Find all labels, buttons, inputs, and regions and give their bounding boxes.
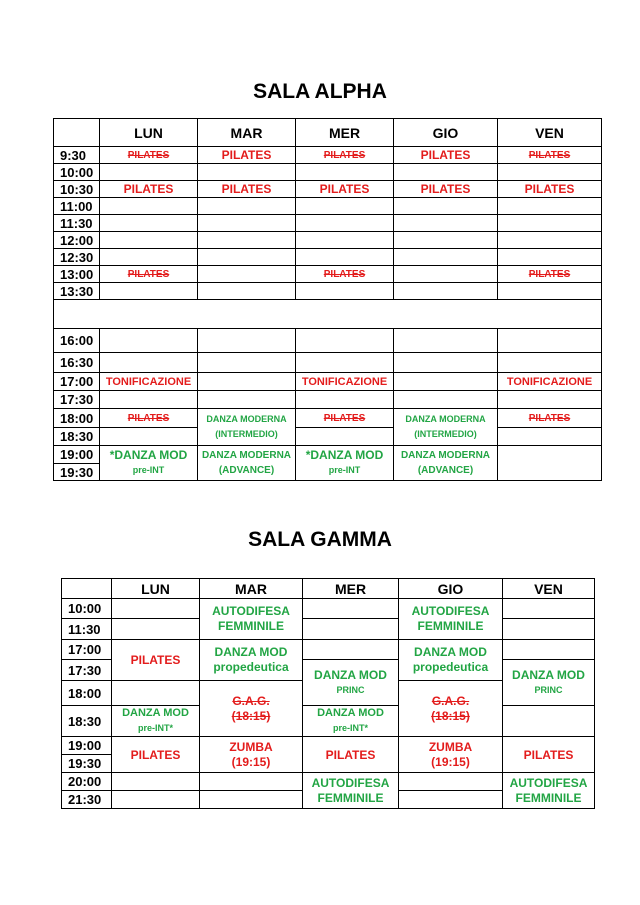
class-cancelled: PILATES xyxy=(100,266,198,283)
empty-cell xyxy=(296,329,394,353)
class-cancelled: PILATES xyxy=(100,409,198,428)
empty-cell xyxy=(100,232,198,249)
class-name: AUTODIFESA xyxy=(509,775,588,790)
time-label: 18:00 xyxy=(62,681,112,706)
table-row xyxy=(54,198,602,215)
empty-cell xyxy=(100,353,198,373)
class-cell: PILATES xyxy=(100,181,198,198)
empty-cell xyxy=(296,283,394,300)
empty-cell xyxy=(394,164,498,181)
empty-cell xyxy=(296,164,394,181)
day-header-ven: VEN xyxy=(498,119,602,147)
table-row xyxy=(54,329,602,353)
time-label: 18:30 xyxy=(54,428,100,446)
class-cell: PILATES xyxy=(503,737,595,773)
day-header-mer: MER xyxy=(296,119,394,147)
empty-cell xyxy=(112,681,200,706)
class-cancelled: PILATES xyxy=(100,147,198,164)
time-label: 12:30 xyxy=(54,249,100,266)
table-row xyxy=(62,619,595,640)
empty-cell xyxy=(100,198,198,215)
empty-cell xyxy=(198,249,296,266)
class-cell xyxy=(200,640,303,681)
class-level: pre-INT* xyxy=(137,723,173,733)
empty-cell xyxy=(198,373,296,391)
day-header-mer: MER xyxy=(303,579,399,599)
time-label: 17:30 xyxy=(54,391,100,409)
class-level: pre-INT* xyxy=(332,723,368,733)
class-cell xyxy=(399,640,503,681)
table-row xyxy=(54,283,602,300)
table-row xyxy=(62,773,595,791)
time-label: 17:00 xyxy=(62,640,112,660)
class-cell xyxy=(303,660,399,706)
time-label: 17:00 xyxy=(54,373,100,391)
corner-cell xyxy=(54,119,100,147)
empty-cell xyxy=(394,232,498,249)
time-label: 11:30 xyxy=(54,215,100,232)
class-cell: TONIFICAZIONE xyxy=(296,373,394,391)
empty-cell xyxy=(296,249,394,266)
class-time: (19:15) xyxy=(231,754,271,769)
time-label: 11:30 xyxy=(62,619,112,640)
empty-cell xyxy=(503,640,595,660)
class-cell: PILATES xyxy=(198,181,296,198)
class-cancelled: PILATES xyxy=(296,266,394,283)
class-level: pre-INT xyxy=(328,465,361,475)
class-cell xyxy=(100,446,198,481)
empty-cell xyxy=(112,773,200,791)
class-name: DANZA MODERNA xyxy=(201,450,292,461)
class-cell: PILATES xyxy=(394,181,498,198)
day-header-mar: MAR xyxy=(200,579,303,599)
class-name: AUTODIFESA xyxy=(311,775,390,790)
class-cancelled: PILATES xyxy=(498,266,602,283)
empty-cell xyxy=(100,391,198,409)
class-level: (ADVANCE) xyxy=(417,465,474,476)
table-row xyxy=(54,353,602,373)
time-label: 9:30 xyxy=(54,147,100,164)
empty-cell xyxy=(394,249,498,266)
time-label: 10:00 xyxy=(62,599,112,619)
time-label: 21:30 xyxy=(62,791,112,809)
class-cell xyxy=(503,773,595,809)
empty-cell xyxy=(394,198,498,215)
alpha-schedule-table xyxy=(53,118,602,481)
empty-cell xyxy=(200,791,303,809)
empty-cell xyxy=(394,329,498,353)
time-label: 16:00 xyxy=(54,329,100,353)
class-cell xyxy=(296,446,394,481)
class-cancelled xyxy=(399,681,503,737)
class-name: AUTODIFESA xyxy=(411,604,490,618)
empty-cell xyxy=(296,391,394,409)
time-label: 18:00 xyxy=(54,409,100,428)
break-row xyxy=(54,300,602,329)
empty-cell xyxy=(100,164,198,181)
time-label: 18:30 xyxy=(62,706,112,737)
time-label: 20:00 xyxy=(62,773,112,791)
empty-cell xyxy=(394,283,498,300)
empty-cell xyxy=(198,353,296,373)
table-row xyxy=(62,737,595,755)
empty-cell xyxy=(200,773,303,791)
class-name: *DANZA MOD xyxy=(305,448,384,462)
time-label: 19:00 xyxy=(54,446,100,464)
empty-cell xyxy=(498,249,602,266)
empty-cell xyxy=(498,428,602,446)
class-cancelled: PILATES xyxy=(498,147,602,164)
class-cell xyxy=(198,409,296,446)
gamma-title: SALA GAMMA xyxy=(248,528,392,551)
empty-cell xyxy=(296,353,394,373)
empty-cell xyxy=(498,329,602,353)
table-row xyxy=(62,640,595,660)
table-row xyxy=(54,249,602,266)
class-name-2: FEMMINILE xyxy=(317,790,384,805)
empty-cell xyxy=(498,446,602,481)
empty-cell xyxy=(296,215,394,232)
empty-cell xyxy=(198,283,296,300)
class-name: AUTODIFESA xyxy=(212,604,290,618)
class-cancelled xyxy=(200,681,303,737)
empty-cell xyxy=(303,619,399,640)
time-label: 16:30 xyxy=(54,353,100,373)
empty-cell xyxy=(198,391,296,409)
empty-cell xyxy=(498,391,602,409)
class-cell xyxy=(303,706,399,737)
class-name: ZUMBA xyxy=(428,739,473,754)
empty-cell xyxy=(100,215,198,232)
class-name: DANZA MOD xyxy=(414,645,487,659)
empty-cell xyxy=(498,232,602,249)
time-label: 19:00 xyxy=(62,737,112,755)
table-row xyxy=(54,147,602,164)
table-row xyxy=(54,373,602,391)
day-header-lun: LUN xyxy=(100,119,198,147)
empty-cell xyxy=(498,353,602,373)
class-name-2: FEMMINILE xyxy=(417,619,484,633)
time-label: 13:00 xyxy=(54,266,100,283)
empty-cell xyxy=(198,266,296,283)
class-name-2: FEMMINILE xyxy=(515,790,582,805)
class-cell xyxy=(112,706,200,737)
class-name: DANZA MOD xyxy=(317,707,384,719)
empty-cell xyxy=(503,599,595,619)
empty-cell xyxy=(100,329,198,353)
class-cell: PILATES xyxy=(303,737,399,773)
class-cell: TONIFICAZIONE xyxy=(498,373,602,391)
class-name: ZUMBA xyxy=(229,739,273,754)
class-cell xyxy=(200,599,303,640)
empty-cell xyxy=(198,329,296,353)
table-row xyxy=(54,428,602,446)
class-name: DANZA MODERNA xyxy=(405,414,486,424)
empty-cell xyxy=(303,599,399,619)
class-cell: TONIFICAZIONE xyxy=(100,373,198,391)
empty-cell xyxy=(303,640,399,660)
day-header-ven: VEN xyxy=(503,579,595,599)
table-row xyxy=(54,181,602,198)
time-label: 10:00 xyxy=(54,164,100,181)
table-row xyxy=(54,391,602,409)
class-cell: PILATES xyxy=(498,181,602,198)
empty-cell xyxy=(198,215,296,232)
empty-cell xyxy=(198,164,296,181)
gamma-schedule-table xyxy=(61,578,595,809)
empty-cell xyxy=(399,791,503,809)
class-cell: PILATES xyxy=(198,147,296,164)
time-label: 12:00 xyxy=(54,232,100,249)
class-cell xyxy=(399,599,503,640)
day-header-lun: LUN xyxy=(112,579,200,599)
class-level: propedeutica xyxy=(412,660,489,674)
empty-cell xyxy=(100,428,198,446)
class-name: G.A.G. xyxy=(232,693,270,708)
day-header-mar: MAR xyxy=(198,119,296,147)
empty-cell xyxy=(198,198,296,215)
table-row xyxy=(54,446,602,464)
empty-cell xyxy=(296,428,394,446)
empty-cell xyxy=(394,266,498,283)
class-time: (18:15) xyxy=(431,708,470,723)
empty-cell xyxy=(503,619,595,640)
class-cell xyxy=(503,660,595,706)
class-time: (19:15) xyxy=(431,754,470,769)
time-label: 11:00 xyxy=(54,198,100,215)
class-cancelled: PILATES xyxy=(296,409,394,428)
empty-cell xyxy=(394,391,498,409)
class-cancelled: PILATES xyxy=(296,147,394,164)
empty-cell xyxy=(498,164,602,181)
empty-cell xyxy=(498,215,602,232)
alpha-header-row xyxy=(54,119,602,147)
class-level: (INTERMEDIO) xyxy=(414,429,477,439)
class-level: (ADVANCE) xyxy=(218,465,275,476)
time-label: 13:30 xyxy=(54,283,100,300)
class-cell: PILATES xyxy=(296,181,394,198)
empty-cell xyxy=(394,373,498,391)
class-level: (INTERMEDIO) xyxy=(215,429,278,439)
empty-cell xyxy=(296,198,394,215)
time-label: 17:30 xyxy=(62,660,112,681)
class-name: DANZA MODERNA xyxy=(400,450,491,461)
class-name-2: FEMMINILE xyxy=(218,619,284,633)
day-header-gio: GIO xyxy=(394,119,498,147)
class-name: G.A.G. xyxy=(431,693,470,708)
empty-cell xyxy=(498,198,602,215)
gamma-header-row xyxy=(62,579,595,599)
class-cell: PILATES xyxy=(394,147,498,164)
empty-cell xyxy=(296,232,394,249)
class-cell: PILATES xyxy=(112,640,200,681)
class-time: (18:15) xyxy=(231,708,271,723)
alpha-title: SALA ALPHA xyxy=(253,80,387,103)
class-cell: PILATES xyxy=(112,737,200,773)
empty-cell xyxy=(100,249,198,266)
class-cancelled: PILATES xyxy=(498,409,602,428)
empty-cell xyxy=(399,773,503,791)
empty-cell xyxy=(100,283,198,300)
empty-cell xyxy=(498,283,602,300)
table-row xyxy=(62,706,595,737)
class-level: pre-INT xyxy=(132,465,165,475)
class-level: PRINC xyxy=(336,684,365,695)
class-level: PRINC xyxy=(534,684,563,695)
table-row xyxy=(54,409,602,428)
class-name: DANZA MOD xyxy=(512,667,585,682)
table-row xyxy=(54,266,602,283)
class-name: DANZA MODERNA xyxy=(206,414,287,424)
class-cell xyxy=(394,409,498,446)
time-label: 10:30 xyxy=(54,181,100,198)
class-name: *DANZA MOD xyxy=(109,448,188,462)
time-label: 19:30 xyxy=(54,464,100,481)
class-name: DANZA MOD xyxy=(214,645,288,659)
lunch-break-gap xyxy=(54,300,602,329)
time-label: 19:30 xyxy=(62,755,112,773)
day-header-gio: GIO xyxy=(399,579,503,599)
class-name: DANZA MOD xyxy=(314,667,387,682)
empty-cell xyxy=(112,599,200,619)
class-cell xyxy=(394,446,498,481)
class-cell xyxy=(200,737,303,773)
table-row xyxy=(54,164,602,181)
empty-cell xyxy=(112,791,200,809)
empty-cell xyxy=(198,232,296,249)
empty-cell xyxy=(112,619,200,640)
table-row xyxy=(54,232,602,249)
corner-cell xyxy=(62,579,112,599)
table-row xyxy=(54,215,602,232)
empty-cell xyxy=(394,215,498,232)
table-row xyxy=(62,599,595,619)
empty-cell xyxy=(394,353,498,373)
empty-cell xyxy=(503,706,595,737)
class-cell xyxy=(303,773,399,809)
class-cell xyxy=(399,737,503,773)
class-cell xyxy=(198,446,296,481)
class-level: propedeutica xyxy=(213,660,289,674)
class-name: DANZA MOD xyxy=(122,707,189,719)
